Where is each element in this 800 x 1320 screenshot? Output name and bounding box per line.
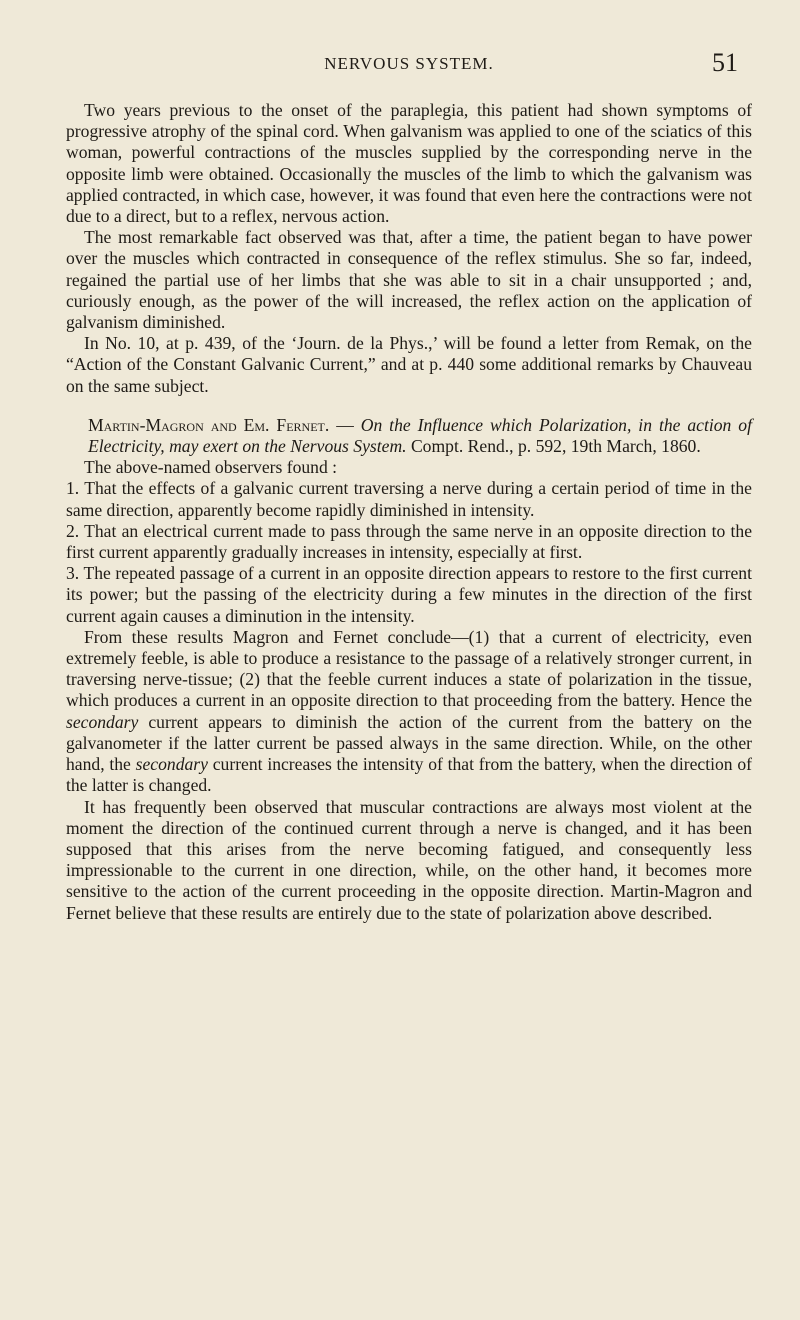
finding-item-2: 2. That an electrical current made to pass through the same nerve in an opposite direction to the first current apparently gradually increases in intensity, especially at first. (66, 520, 752, 563)
conclusion-part-b: current appears to diminish the action of the current from the battery on the galvanometer if the latter current be passed always in the same direction. While, on the other hand, the (66, 711, 752, 775)
reference-dash: — (329, 414, 361, 435)
page-header (66, 48, 752, 84)
page-number: 51 (712, 48, 738, 77)
reference-authors: Martin-Magron and Em. Fernet. (88, 414, 330, 435)
paragraph-conclusion (66, 627, 752, 797)
finding-item-3: 3. The repeated passage of a current in an opposite direction appears to restore to the first current its power; but the passing of the electricity during a few minutes in the direction of the first current again causes a diminution in the intensity. (66, 563, 752, 626)
conclusion-part-c: current increases the intensity of that from the battery, when the direction of the latter is changed. (66, 754, 753, 796)
paragraph-final: It has frequently been observed that muscular contractions are always most violent at the moment the direction of the continued current through a nerve is changed, and it has been supposed that this arises from the nerve becoming fatigued, and consequently less impressionable to the current in one direction, while, on the other hand, it becomes more sensitive to the action of the current proceeding in the opposite direction. Martin-Magron and Fernet believe that these results are entirely due to the state of polarization above described. (66, 796, 752, 923)
running-head: NERVOUS SYSTEM. (324, 54, 494, 73)
reference-source: Compt. Rend., p. 592, 19th March, 1860. (406, 436, 701, 457)
page-body (66, 100, 752, 924)
section-gap (66, 397, 752, 415)
paragraph-atrophy: Two years previous to the onset of the paraplegia, this patient had shown symptoms of progressive atrophy of the spinal cord. When galvanism was applied to one of the sciatics of this woman, powerful contractions of the muscles supplied by the corresponding nerve in the opposite limb were obtained. Occasionally the muscles of the limb to which the galvanism was applied contracted, in which case, however, it was found that even here the contractions were not due to a direct, but to a reflex, nervous action. (66, 100, 752, 227)
finding-item-1: 1. That the effects of a galvanic current traversing a nerve during a certain period of time in the same direction, apparently become rapidly diminished in intensity. (66, 478, 752, 520)
conclusion-emphasis-1: secondary (66, 711, 139, 732)
reference-entry (66, 415, 752, 457)
paragraph-remak-letter: In No. 10, at p. 439, of the ‘Journ. de la Phys.,’ will be found a letter from Remak, on the “Action of the Constant Galvanic Current,” and at p. 440 some additional remarks by Chauveau on the same subject. (66, 333, 752, 396)
paragraph-remarkable-fact: The most remarkable fact observed was that, after a time, the patient began to have power over the muscles which contracted in consequence of the reflex stimulus. She so far, indeed, regained the partial use of her limbs that she was able to sit in a chair unsupported ; and, curiously enough, as the power of the will increased, the reflex action on the application of galvanism diminished. (66, 227, 752, 333)
findings-intro: The above-named observers found : (84, 457, 338, 478)
conclusion-part-a: From these results Magron and Fernet conclude—(1) that a current of electricity, even extremely feeble, is able to produce a resistance to the passage of a relatively stronger current, in traversing nerve-tissue; (2) that the feeble current induces a state of polarization in the tissue, which produces a current in an opposite direction to that proceeding from the battery. Hence the (66, 626, 752, 711)
conclusion-emphasis-2: secondary (135, 754, 208, 775)
reference-title: On the Influence which Polarization, in the action of Electricity, may exert on the Nervous System. (88, 414, 752, 457)
